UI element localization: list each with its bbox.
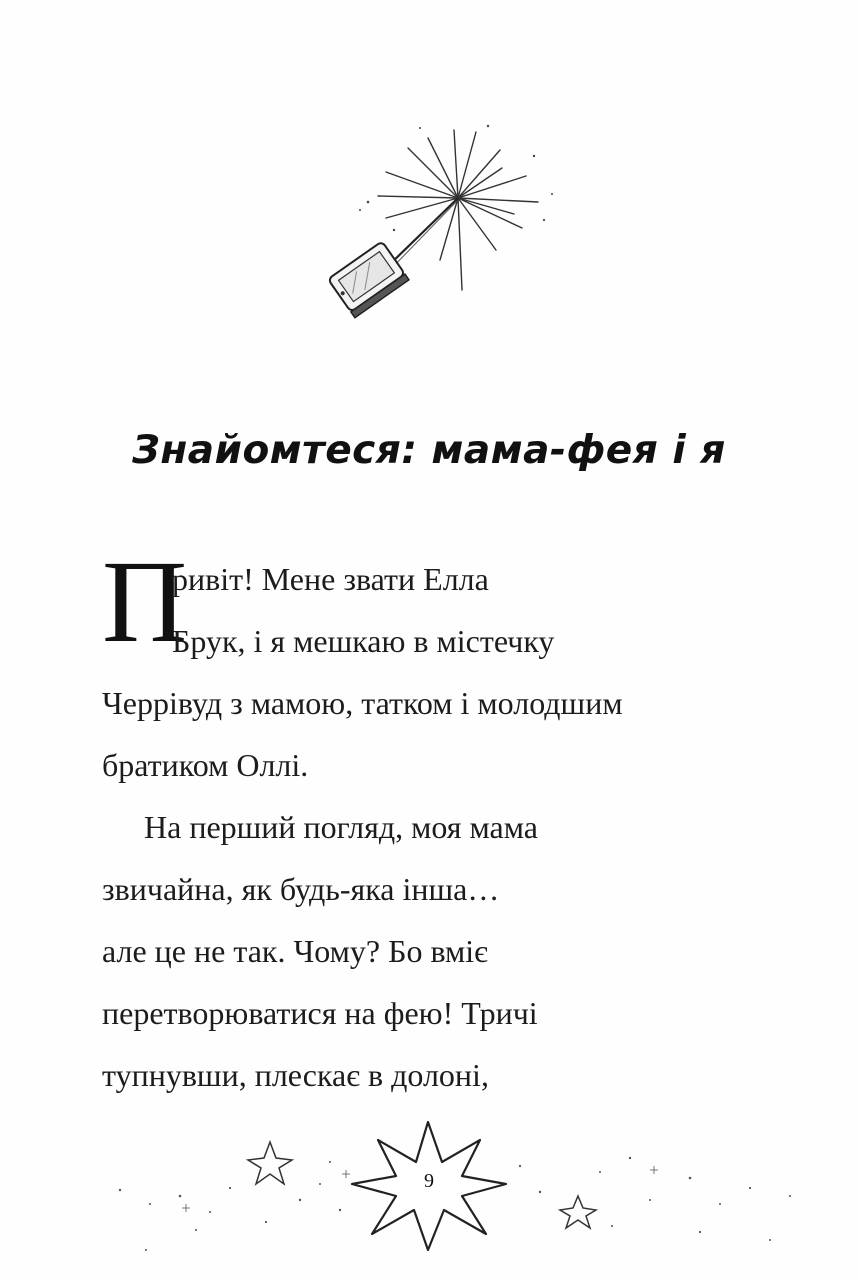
page-number: 9 (424, 1170, 434, 1192)
text-line: Черрівуд з мамою, татком і молодшим (102, 685, 623, 721)
text-line: братиком Оллі. (102, 747, 309, 783)
text-line: Брук, і я мешкаю в містечку (172, 623, 555, 659)
drop-cap: П (102, 536, 188, 667)
text-line: звичайна, як будь-яка інша… (102, 871, 500, 907)
chapter-title: Знайомтеся: мама-фея і я (132, 428, 726, 473)
body-text (102, 536, 762, 1106)
text-line: ривіт! Мене звати Елла (172, 561, 489, 597)
phone-magic-wand-icon (290, 110, 580, 370)
text-line: тупнувши, плескає в долоні, (102, 1057, 489, 1093)
text-line: На перший погляд, моя мама (144, 809, 538, 845)
text-line: але це не так. Чому? Бо вміє (102, 933, 488, 969)
text-line: перетворюватися на фею! Тричі (102, 995, 538, 1031)
